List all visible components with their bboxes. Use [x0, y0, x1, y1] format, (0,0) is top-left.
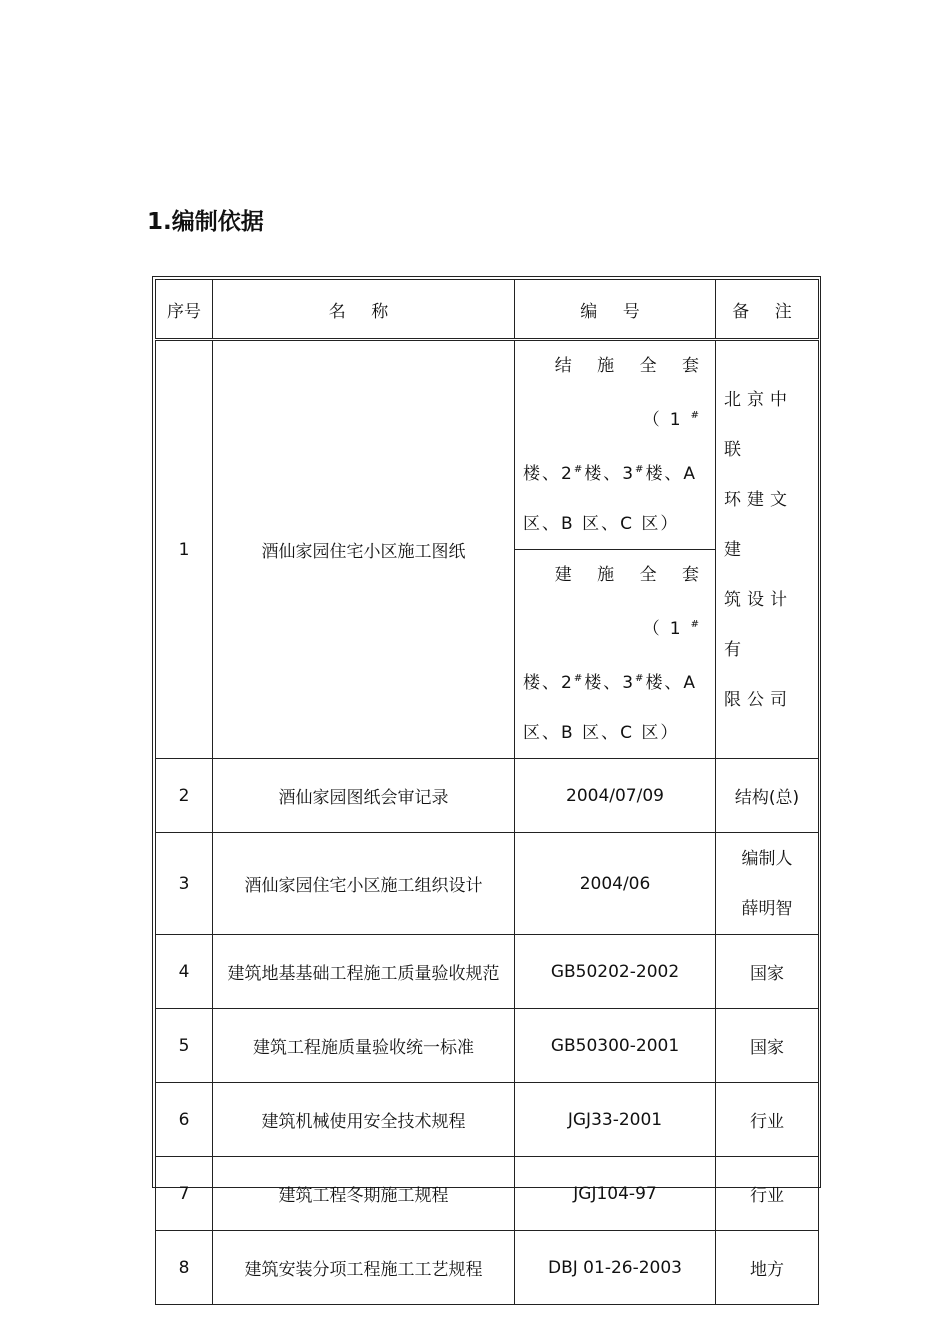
row-code: 2004/06: [515, 833, 716, 935]
row-code: JGJ33-2001: [515, 1083, 716, 1157]
code-line: 区、B 区、C 区）: [523, 514, 680, 534]
row-code-structure: [515, 340, 716, 550]
row-name: 酒仙家园图纸会审记录: [213, 759, 515, 833]
table-row: [156, 1009, 819, 1083]
code-line: 楼、2#楼、3#楼、A: [523, 464, 698, 484]
row-name: 建筑工程冬期施工规程: [213, 1157, 515, 1231]
table-header-row: [156, 280, 819, 340]
row-no: 5: [156, 1009, 213, 1083]
row-name: 建筑机械使用安全技术规程: [213, 1083, 515, 1157]
row-no: 8: [156, 1231, 213, 1305]
row-no: 6: [156, 1083, 213, 1157]
row-note-org: [716, 340, 819, 759]
table-row: [156, 1157, 819, 1231]
row-note: 国家: [716, 1009, 819, 1083]
code-line: 结 施 全 套 （1#: [554, 356, 709, 430]
row-note: 结构(总): [716, 759, 819, 833]
reference-table: [152, 276, 821, 1280]
note-line: 薛明智: [741, 898, 793, 919]
section-heading: 1.编制依据: [147, 209, 264, 235]
header-name: 名 称: [213, 280, 515, 340]
row-name: 建筑地基基础工程施工质量验收规范: [213, 935, 515, 1009]
floor-mark: #: [573, 673, 585, 684]
row-no: 7: [156, 1157, 213, 1231]
floor-mark: #: [635, 673, 646, 684]
row-code: JGJ104-97: [515, 1157, 716, 1231]
row-code: GB50202-2002: [515, 935, 716, 1009]
code-line: 区、B 区、C 区）: [523, 723, 680, 743]
row-name: 酒仙家园住宅小区施工组织设计: [213, 833, 515, 935]
row-name: 建筑工程施质量验收统一标准: [213, 1009, 515, 1083]
row-note: 地方: [716, 1231, 819, 1305]
header-code: 编 号: [515, 280, 716, 340]
row-note: 行业: [716, 1157, 819, 1231]
floor-mark: #: [690, 410, 709, 421]
row-note: 行业: [716, 1083, 819, 1157]
row-note: [716, 833, 819, 935]
row-code: GB50300-2001: [515, 1009, 716, 1083]
note-line: 环建文建: [724, 489, 793, 560]
row-note: 国家: [716, 935, 819, 1009]
row-name: 建筑安装分项工程施工工艺规程: [213, 1231, 515, 1305]
code-line: 建 施 全 套 （1#: [554, 565, 709, 639]
floor-mark: #: [573, 464, 585, 475]
note-line: 限公司: [724, 689, 793, 710]
table-row: [156, 1083, 819, 1157]
row-no: 4: [156, 935, 213, 1009]
header-no: 序号: [156, 280, 213, 340]
table-row: [156, 759, 819, 833]
table-row: [156, 340, 819, 550]
row-no: 3: [156, 833, 213, 935]
code-line: 楼、2#楼、3#楼、A: [523, 673, 698, 693]
floor-mark: #: [635, 464, 646, 475]
row-name: 酒仙家园住宅小区施工图纸: [213, 340, 515, 759]
row-no: 1: [156, 340, 213, 759]
row-code: DBJ 01-26-2003: [515, 1231, 716, 1305]
floor-mark: #: [690, 619, 709, 630]
note-line: 筑设计有: [724, 589, 793, 660]
row-code-architecture: [515, 550, 716, 759]
header-note: 备 注: [716, 280, 819, 340]
row-code: 2004/07/09: [515, 759, 716, 833]
table-row: [156, 1231, 819, 1305]
note-line: 北京中联: [724, 389, 793, 460]
table-row: [156, 833, 819, 935]
note-line: 编制人: [741, 848, 793, 869]
row-no: 2: [156, 759, 213, 833]
table-row: [156, 935, 819, 1009]
